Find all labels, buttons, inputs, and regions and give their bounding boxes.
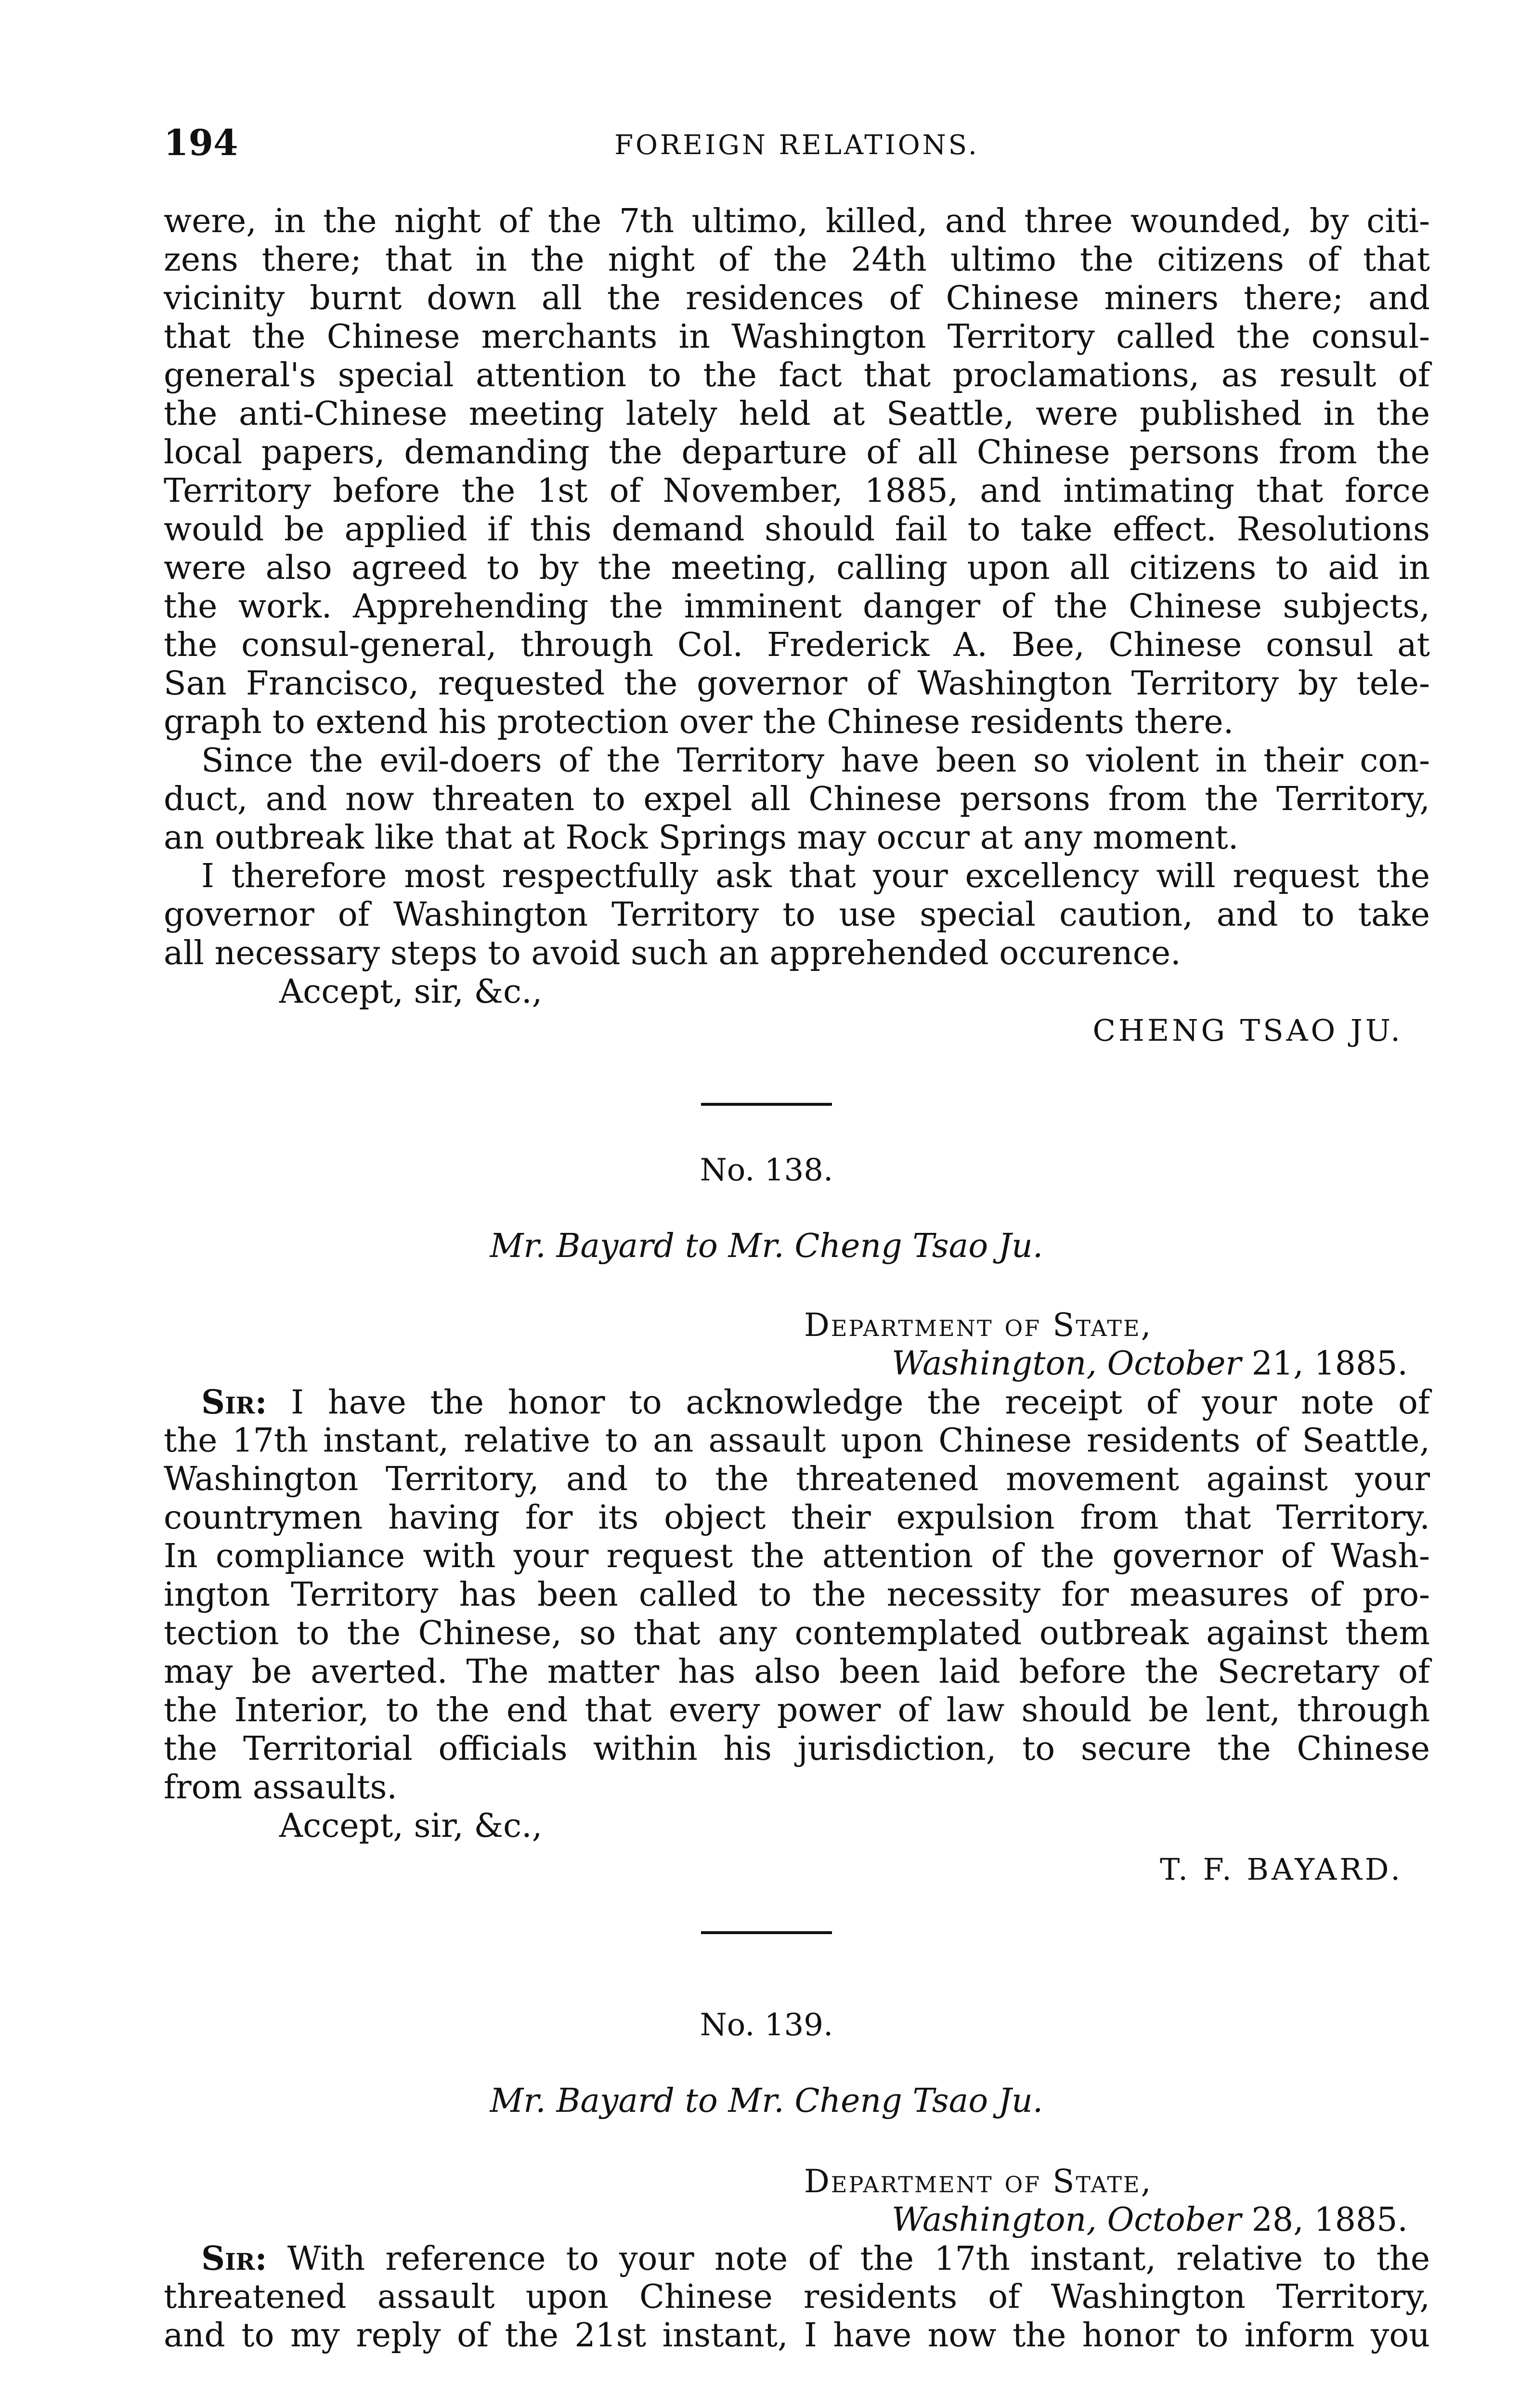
letter3-first-line-text: With reference to your note of the 17th instant, relative to the xyxy=(287,2240,1430,2278)
letter2-closing: Accept, sir, &c., xyxy=(279,1807,543,1845)
letter2-line: tection to the Chinese, so that any contemplated outbreak against them xyxy=(164,1614,1430,1652)
letter2-first-line xyxy=(201,1383,1430,1422)
letter3-first-line xyxy=(201,2239,1430,2278)
letter1-line: duct, and now threaten to expel all Chinese persons from the Territory, xyxy=(164,780,1430,818)
letter1-line: Since the evil-doers of the Territory have been so violent in their con- xyxy=(201,742,1430,780)
letter3-number: No. 139. xyxy=(700,2007,833,2043)
letter1-line: the anti-Chinese meeting lately held at Seattle, were published in the xyxy=(164,395,1430,433)
letter2-salutation: Sir: xyxy=(201,1383,267,1422)
letter2-line: ington Territory has been called to the necessity for measures of pro- xyxy=(164,1576,1430,1614)
letter3-line: and to my reply of the 21st instant, I have now the honor to inform you xyxy=(164,2316,1430,2355)
letter1-line: were, in the night of the 7th ultimo, killed, and three wounded, by citi- xyxy=(164,202,1430,240)
letter2-number: No. 138. xyxy=(700,1152,833,1188)
letter2-date-place: Washington, xyxy=(891,1345,1097,1383)
letter3-date-day-year: 28, 1885. xyxy=(1251,2201,1408,2239)
letter2-date-day-year: 21, 1885. xyxy=(1251,1345,1408,1383)
letter2-department: Department of State, xyxy=(804,1307,1153,1344)
letter3-date-place: Washington, xyxy=(891,2201,1097,2239)
section-divider xyxy=(701,1931,832,1934)
letter3-date-month: October xyxy=(1107,2201,1241,2239)
letter1-line: graph to extend his protection over the Chinese residents there. xyxy=(164,703,1234,741)
letter3-heading: Mr. Bayard to Mr. Cheng Tsao Ju. xyxy=(490,2082,1043,2120)
letter2-line: Washington Territory, and to the threatened movement against your xyxy=(164,1460,1430,1498)
letter2-first-line-text: I have the honor to acknowledge the receipt of your note of xyxy=(291,1384,1430,1422)
letter2-line: the Interior, to the end that every power of law should be lent, through xyxy=(164,1691,1430,1729)
letter3-dateline xyxy=(892,2201,1408,2239)
letter1-line: I therefore most respectfully ask that your excellency will request the xyxy=(201,857,1430,895)
letter1-line: that the Chinese merchants in Washington Territory called the consul- xyxy=(164,318,1430,356)
letter2-line: the Territorial officials within his jurisdiction, to secure the Chinese xyxy=(164,1730,1430,1768)
letter1-line: local papers, demanding the departure of all Chinese persons from the xyxy=(164,433,1430,471)
section-divider xyxy=(701,1103,832,1106)
letter1-line: were also agreed to by the meeting, calling upon all citizens to aid in xyxy=(164,549,1430,587)
letter2-line: In compliance with your request the attention of the governor of Wash- xyxy=(164,1537,1430,1575)
letter1-closing: Accept, sir, &c., xyxy=(279,973,543,1011)
letter1-line: governor of Washington Territory to use special caution, and to take xyxy=(164,896,1430,934)
letter1-line: the consul-general, through Col. Frederick A. Bee, Chinese consul at xyxy=(164,626,1430,664)
letter1-line: San Francisco, requested the governor of Washington Territory by tele- xyxy=(164,665,1430,703)
letter1-line: general's special attention to the fact that proclamations, as result of xyxy=(164,356,1430,394)
letter2-line: countrymen having for its object their expulsion from that Territory. xyxy=(164,1499,1430,1537)
page-number: 194 xyxy=(164,122,238,164)
letter3-line: threatened assault upon Chinese residents of Washington Territory, xyxy=(164,2278,1430,2316)
running-head xyxy=(164,121,1430,165)
letter2-heading: Mr. Bayard to Mr. Cheng Tsao Ju. xyxy=(490,1227,1043,1265)
letter3-salutation: Sir: xyxy=(201,2239,267,2278)
section-title: FOREIGN RELATIONS. xyxy=(614,130,979,161)
letter2-line: the 17th instant, relative to an assault upon Chinese residents of Seattle, xyxy=(164,1422,1430,1460)
letter2-line: may be averted. The matter has also been laid before the Secretary of xyxy=(164,1653,1430,1691)
letter1-line: vicinity burnt down all the residences of Chinese miners there; and xyxy=(164,279,1430,317)
letter1-line: Territory before the 1st of November, 1885, and intimating that force xyxy=(164,472,1430,510)
letter1-line: the work. Apprehending the imminent danger of the Chinese subjects, xyxy=(164,588,1430,626)
letter1-line: would be applied if this demand should fail to take effect. Resolutions xyxy=(164,510,1430,549)
letter2-signature: T. F. BAYARD. xyxy=(1159,1852,1403,1887)
letter1-signature: CHENG TSAO JU. xyxy=(1092,1013,1403,1048)
letter2-dateline xyxy=(892,1345,1408,1383)
letter1-line: zens there; that in the night of the 24th ultimo the citizens of that xyxy=(164,241,1430,279)
letter1-line: an outbreak like that at Rock Springs may occur at any moment. xyxy=(164,819,1239,857)
letter3-department: Department of State, xyxy=(804,2163,1153,2200)
letter1-line: all necessary steps to avoid such an apprehended occurence. xyxy=(164,934,1181,972)
letter2-line: from assaults. xyxy=(164,1768,397,1806)
letter2-date-month: October xyxy=(1107,1345,1241,1383)
